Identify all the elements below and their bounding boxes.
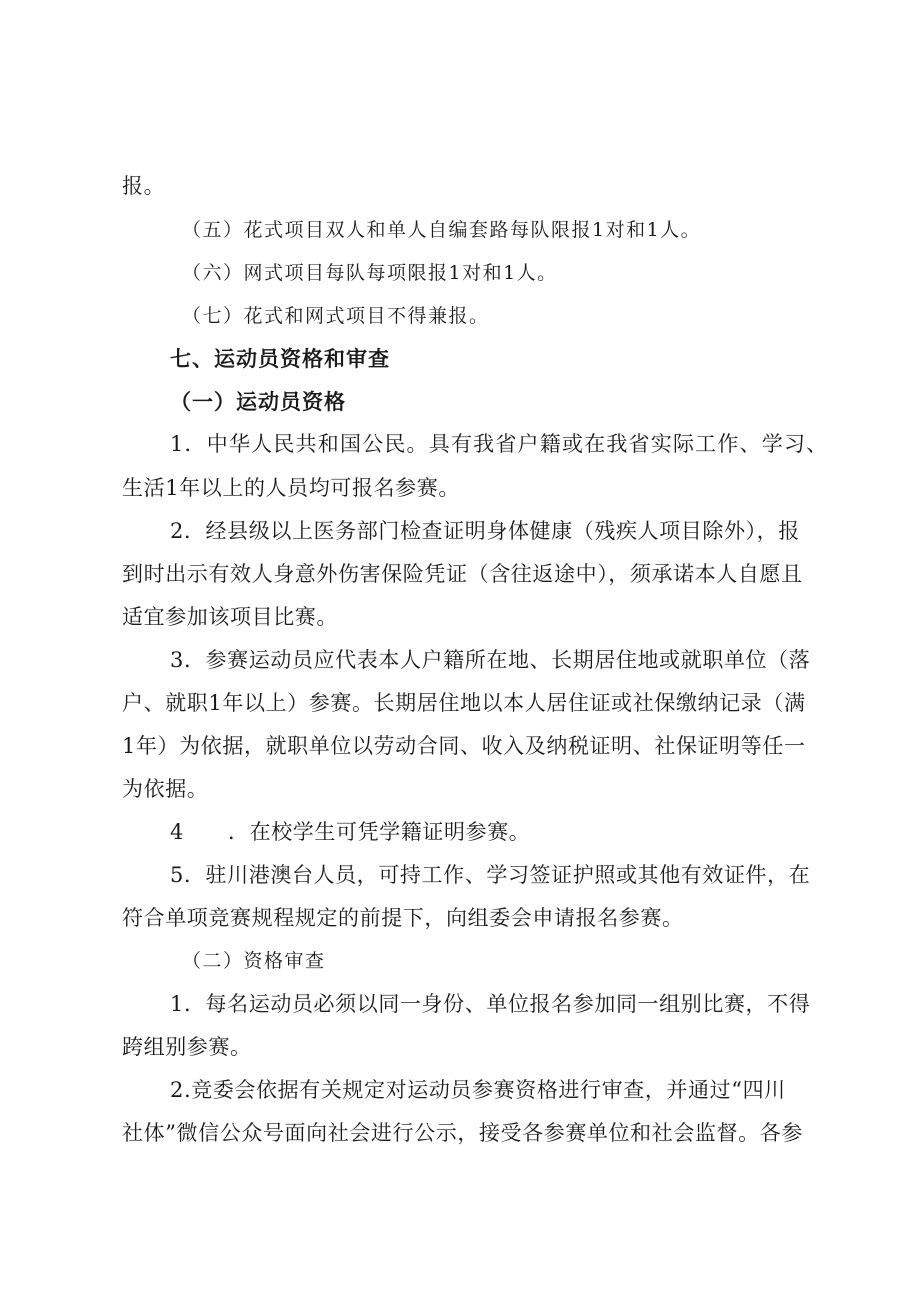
text-line: 到时出示有效人身意外伤害保险凭证（含往返途中），须承诺本人自愿且 bbox=[122, 562, 803, 586]
text-line: 3．参赛运动员应代表本人户籍所在地、长期居住地或就职单位（落 bbox=[170, 648, 811, 672]
text-line: （五）花式项目双人和单人自编套路每队限报1对和1人。 bbox=[182, 219, 702, 241]
text-line: 社体”微信公众号面向社会进行公示，接受各参赛单位和社会监督。各参 bbox=[122, 1121, 803, 1145]
subsection-heading: （一）运动员资格 bbox=[170, 390, 346, 414]
text-line: 报。 bbox=[122, 174, 166, 198]
text-line: （七）花式和网式项目不得兼报。 bbox=[182, 305, 490, 327]
text-line: 适宜参加该项目比赛。 bbox=[122, 605, 338, 629]
text-line: 跨组别参赛。 bbox=[122, 1035, 252, 1059]
subsection-heading: （二）资格审查 bbox=[182, 950, 326, 972]
text-line: 符合单项竞赛规程规定的前提下，向组委会申请报名参赛。 bbox=[122, 906, 684, 930]
text-line: 2.竞委会依据有关规定对运动员参赛资格进行审查，并通过“四川 bbox=[170, 1078, 786, 1102]
section-heading: 七、运动员资格和审查 bbox=[170, 347, 390, 371]
text-line: 5．驻川港澳台人员，可持工作、学习签证护照或其他有效证件，在 bbox=[170, 863, 811, 887]
text-line: 生活1年以上的人员均可报名参赛。 bbox=[122, 476, 460, 500]
text-line: 2．经县级以上医务部门检查证明身体健康（残疾人项目除外），报 bbox=[170, 519, 800, 543]
text-line: 为依据。 bbox=[122, 777, 209, 801]
text-line: 户、就职1年以上）参赛。长期居住地以本人居住证或社保缴纳记录（满 bbox=[122, 691, 806, 715]
text-line: 1．中华人民共和国公民。具有我省户籍或在我省实际工作、学习、 bbox=[170, 432, 829, 456]
text-line: ．在校学生可凭学籍证明参赛。 bbox=[228, 820, 531, 844]
text-line-number: 4 bbox=[170, 820, 184, 844]
text-line: 1年）为依据，就职单位以劳动合同、收入及纳税证明、社保证明等任一 bbox=[122, 734, 806, 758]
text-line: （六）网式项目每队每项限报1对和1人。 bbox=[182, 262, 558, 284]
text-line: 1．每名运动员必须以同一身份、单位报名参加同一组别比赛，不得 bbox=[170, 992, 811, 1016]
